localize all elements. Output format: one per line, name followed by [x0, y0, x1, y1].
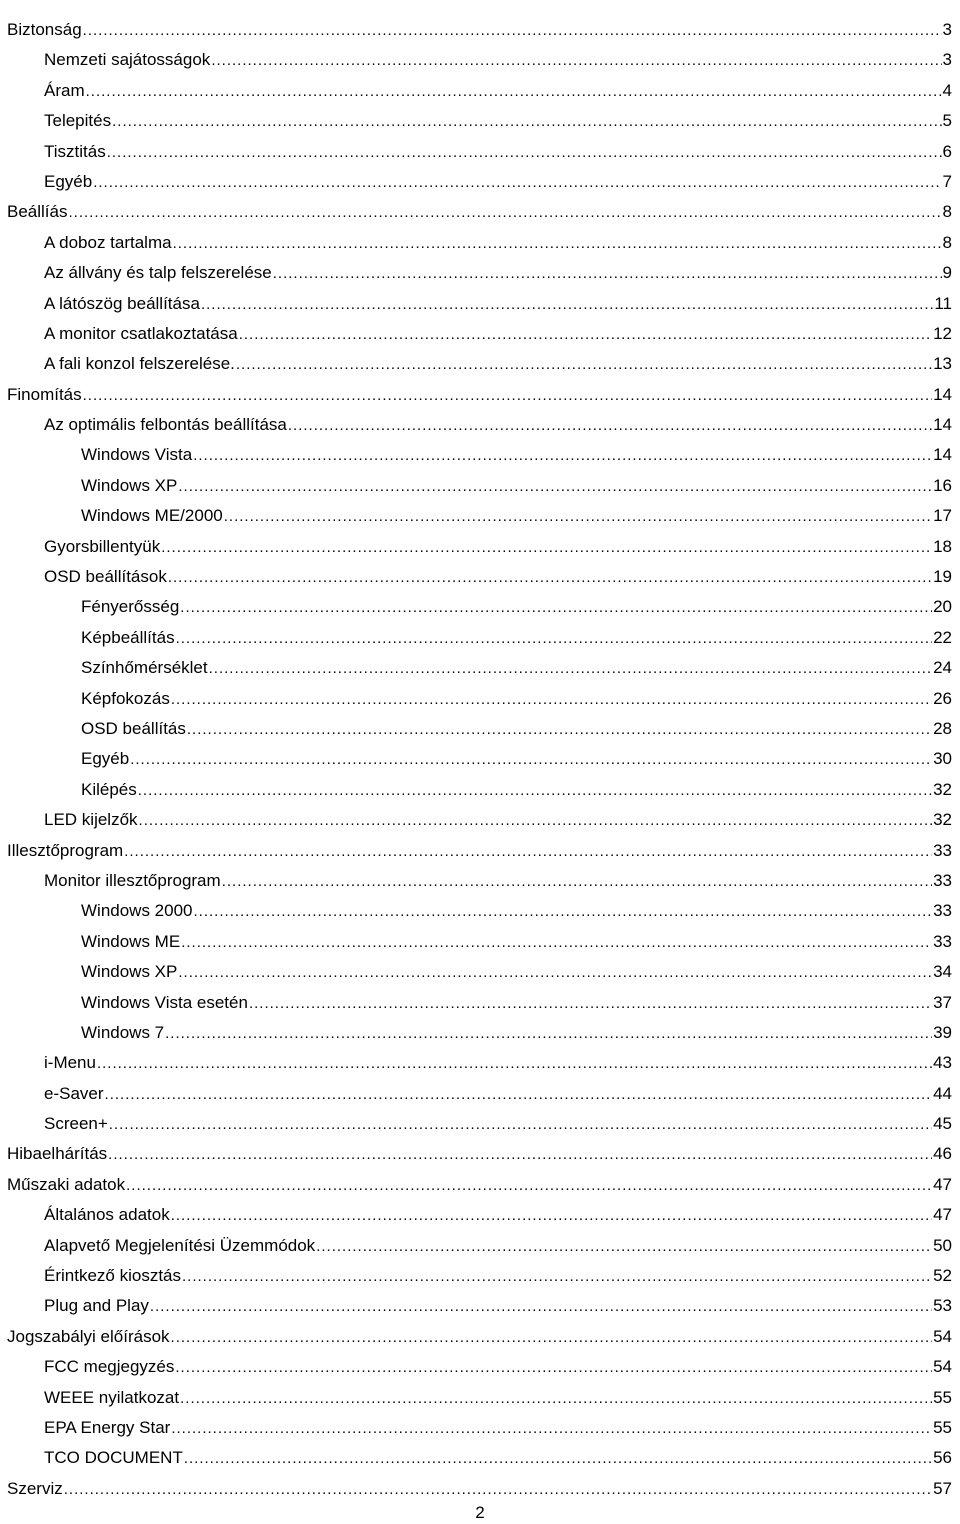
- toc-entry-title: Tisztitás: [44, 141, 106, 161]
- toc-entry-page: 12: [933, 323, 952, 343]
- toc-entry-title: Kilépés: [81, 779, 137, 799]
- toc-entry-title: Szerviz: [7, 1478, 63, 1498]
- toc-entry-title: Érintkező kiosztás: [44, 1266, 181, 1286]
- toc-dot-leader: [187, 715, 932, 745]
- toc-dot-leader: [161, 533, 932, 563]
- toc-entry-title: e-Saver: [44, 1083, 104, 1103]
- toc-entry[interactable]: [0, 744, 960, 774]
- toc-dot-leader: [211, 46, 941, 76]
- toc-entry[interactable]: [0, 866, 960, 896]
- toc-entry-page: 8: [942, 232, 952, 252]
- toc-entry-page: 43: [933, 1053, 952, 1073]
- toc-entry-title: Windows Vista esetén: [81, 992, 248, 1012]
- toc-entry-title: WEEE nyilatkozat: [44, 1387, 180, 1407]
- toc-dot-leader: [316, 1232, 932, 1262]
- toc-entry-page: 33: [933, 901, 952, 921]
- toc-entry[interactable]: [0, 532, 960, 562]
- toc-entry[interactable]: [0, 197, 960, 227]
- toc-dot-leader: [273, 259, 942, 289]
- toc-dot-leader: [178, 472, 932, 502]
- toc-entry[interactable]: [0, 957, 960, 987]
- toc-entry-page: 54: [933, 1357, 952, 1377]
- page-number: 2: [475, 1503, 485, 1522]
- toc-entry[interactable]: [0, 1474, 960, 1504]
- table-of-contents: [0, 15, 960, 1504]
- toc-entry-page: 7: [942, 171, 952, 191]
- toc-entry[interactable]: [0, 1443, 960, 1473]
- toc-entry-page: 47: [933, 1205, 952, 1225]
- toc-entry-title: A látószög beállítása: [44, 293, 200, 313]
- toc-entry-title: FCC megjegyzés: [44, 1357, 175, 1377]
- toc-entry-page: 44: [933, 1083, 952, 1103]
- toc-entry-title: Egyéb: [81, 749, 130, 769]
- toc-entry-title: Alapvető Megjelenítési Üzemmódok: [44, 1235, 316, 1255]
- toc-entry-title: Illesztőprogram: [7, 840, 124, 860]
- toc-entry-page: 53: [933, 1296, 952, 1316]
- toc-entry[interactable]: [0, 1352, 960, 1382]
- toc-entry-page: 17: [933, 506, 952, 526]
- toc-entry[interactable]: [0, 927, 960, 957]
- toc-entry-page: 54: [933, 1326, 952, 1346]
- toc-entry[interactable]: [0, 896, 960, 926]
- toc-entry-title: A monitor csatlakoztatása: [44, 323, 238, 343]
- toc-dot-leader: [178, 958, 932, 988]
- toc-entry-title: Telepités: [44, 111, 112, 131]
- toc-entry-page: 47: [933, 1174, 952, 1194]
- toc-entry-page: 55: [933, 1417, 952, 1437]
- toc-entry-title: Az állvány és talp felszerelése: [44, 263, 272, 283]
- toc-entry-title: Windows ME: [81, 931, 181, 951]
- toc-entry[interactable]: [0, 349, 960, 379]
- toc-entry[interactable]: [0, 76, 960, 106]
- toc-entry-title: A fali konzol felszerelése.: [44, 354, 235, 374]
- toc-entry-title: Windows XP: [81, 475, 178, 495]
- toc-dot-leader: [130, 745, 932, 775]
- toc-dot-leader: [124, 837, 932, 867]
- toc-entry-title: Színhőmérséklet: [81, 658, 208, 678]
- toc-entry-title: OSD beállítások: [44, 567, 167, 587]
- toc-dot-leader: [105, 1080, 933, 1110]
- toc-dot-leader: [171, 1323, 933, 1353]
- toc-entry-page: 5: [942, 111, 952, 131]
- toc-entry[interactable]: [0, 410, 960, 440]
- toc-entry[interactable]: [0, 1048, 960, 1078]
- toc-dot-leader: [97, 1049, 932, 1079]
- toc-dot-leader: [139, 806, 933, 836]
- toc-dot-leader: [288, 411, 932, 441]
- toc-entry-title: Áram: [44, 80, 85, 100]
- toc-entry-page: 32: [933, 779, 952, 799]
- toc-entry[interactable]: [0, 623, 960, 653]
- toc-dot-leader: [107, 138, 942, 168]
- toc-dot-leader: [68, 198, 941, 228]
- toc-entry-title: Képfokozás: [81, 688, 170, 708]
- toc-dot-leader: [150, 1292, 932, 1322]
- toc-dot-leader: [201, 290, 933, 320]
- toc-dot-leader: [171, 1414, 932, 1444]
- toc-entry-page: 22: [933, 627, 952, 647]
- toc-entry[interactable]: [0, 1383, 960, 1413]
- toc-entry[interactable]: [0, 805, 960, 835]
- toc-entry[interactable]: [0, 684, 960, 714]
- toc-entry[interactable]: [0, 1079, 960, 1109]
- toc-entry[interactable]: [0, 775, 960, 805]
- toc-entry-page: 3: [942, 50, 952, 70]
- toc-dot-leader: [126, 1171, 932, 1201]
- toc-entry-page: 33: [933, 870, 952, 890]
- toc-entry[interactable]: [0, 106, 960, 136]
- toc-entry[interactable]: [0, 1109, 960, 1139]
- toc-entry[interactable]: [0, 562, 960, 592]
- toc-dot-leader: [171, 1201, 932, 1231]
- toc-dot-leader: [222, 867, 932, 897]
- toc-entry-title: Nemzeti sajátosságok: [44, 50, 211, 70]
- toc-dot-leader: [180, 1384, 932, 1414]
- toc-entry-page: 33: [933, 840, 952, 860]
- toc-entry[interactable]: [0, 1322, 960, 1352]
- toc-entry-title: Windows Vista: [81, 445, 193, 465]
- toc-dot-leader: [224, 502, 932, 532]
- toc-entry[interactable]: [0, 1018, 960, 1048]
- toc-entry-page: 39: [933, 1022, 952, 1042]
- toc-entry-page: 18: [933, 536, 952, 556]
- toc-entry-page: 26: [933, 688, 952, 708]
- toc-entry-title: Egyéb: [44, 171, 93, 191]
- toc-dot-leader: [93, 168, 941, 198]
- toc-entry[interactable]: [0, 592, 960, 622]
- toc-entry-page: 56: [933, 1448, 952, 1468]
- toc-dot-leader: [209, 654, 932, 684]
- toc-dot-leader: [83, 16, 942, 46]
- toc-entry-title: TCO DOCUMENT: [44, 1448, 183, 1468]
- toc-dot-leader: [176, 624, 933, 654]
- toc-entry-title: Hibaelhárítás: [7, 1144, 108, 1164]
- toc-entry-title: Műszaki adatok: [7, 1174, 126, 1194]
- toc-entry-page: 57: [933, 1478, 952, 1498]
- toc-entry-page: 6: [942, 141, 952, 161]
- toc-entry[interactable]: [0, 1200, 960, 1230]
- toc-entry-title: Screen+: [44, 1114, 108, 1134]
- toc-dot-leader: [173, 229, 942, 259]
- toc-dot-leader: [83, 381, 932, 411]
- toc-dot-leader: [138, 776, 932, 806]
- toc-dot-leader: [175, 1353, 932, 1383]
- toc-dot-leader: [239, 320, 932, 350]
- toc-dot-leader: [109, 1110, 932, 1140]
- toc-entry[interactable]: [0, 45, 960, 75]
- toc-entry[interactable]: [0, 380, 960, 410]
- toc-entry-title: A doboz tartalma: [44, 232, 172, 252]
- toc-dot-leader: [181, 928, 932, 958]
- toc-entry-page: 20: [933, 597, 952, 617]
- toc-dot-leader: [182, 1262, 932, 1292]
- toc-entry-title: Windows ME/2000: [81, 506, 223, 526]
- toc-entry[interactable]: [0, 836, 960, 866]
- toc-entry-title: Gyorsbillentyük: [44, 536, 161, 556]
- toc-entry[interactable]: [0, 1170, 960, 1200]
- toc-entry-title: OSD beállítás: [81, 718, 186, 738]
- toc-entry-title: Képbeállítás: [81, 627, 175, 647]
- toc-entry-page: 14: [933, 415, 952, 435]
- toc-entry[interactable]: [0, 1261, 960, 1291]
- toc-entry[interactable]: [0, 440, 960, 470]
- toc-dot-leader: [184, 1444, 932, 1474]
- toc-entry[interactable]: [0, 167, 960, 197]
- toc-entry-title: Jogszabályi előírások: [7, 1326, 170, 1346]
- toc-entry-title: Plug and Play: [44, 1296, 149, 1316]
- toc-entry[interactable]: [0, 714, 960, 744]
- toc-entry-title: Windows XP: [81, 962, 178, 982]
- toc-entry-page: 33: [933, 931, 952, 951]
- toc-dot-leader: [236, 350, 932, 380]
- toc-entry-page: 4: [942, 80, 952, 100]
- toc-dot-leader: [165, 1019, 932, 1049]
- toc-dot-leader: [249, 989, 932, 1019]
- toc-entry-title: Beállíás: [7, 202, 68, 222]
- toc-dot-leader: [112, 107, 941, 137]
- toc-entry-title: Biztonság: [7, 20, 82, 39]
- toc-entry[interactable]: [0, 1139, 960, 1169]
- toc-dot-leader: [193, 441, 932, 471]
- toc-entry-page: 16: [933, 475, 952, 495]
- toc-entry-title: Windows 2000: [81, 901, 193, 921]
- toc-entry-title: EPA Energy Star: [44, 1417, 171, 1437]
- toc-entry-title: Az optimális felbontás beállítása: [44, 415, 287, 435]
- toc-entry-page: 55: [933, 1387, 952, 1407]
- toc-entry-page: 34: [933, 962, 952, 982]
- toc-entry-page: 32: [933, 810, 952, 830]
- toc-entry-page: 46: [933, 1144, 952, 1164]
- toc-dot-leader: [108, 1140, 932, 1170]
- toc-entry-title: Általános adatok: [44, 1205, 170, 1225]
- toc-entry-page: 52: [933, 1266, 952, 1286]
- toc-entry-page: 8: [942, 202, 952, 222]
- toc-dot-leader: [168, 563, 932, 593]
- toc-entry-page: 19: [933, 567, 952, 587]
- toc-entry-page: 11: [934, 293, 952, 313]
- toc-entry[interactable]: [0, 653, 960, 683]
- toc-dot-leader: [171, 685, 932, 715]
- toc-dot-leader: [64, 1475, 932, 1505]
- toc-entry[interactable]: [0, 988, 960, 1018]
- toc-entry-page: 3: [942, 20, 952, 39]
- toc-entry[interactable]: [0, 258, 960, 288]
- toc-dot-leader: [86, 77, 942, 107]
- toc-entry[interactable]: [0, 1291, 960, 1321]
- toc-entry-title: Finomítás: [7, 384, 82, 404]
- toc-entry-page: 9: [942, 263, 952, 283]
- toc-entry-title: LED kijelzők: [44, 810, 138, 830]
- toc-entry[interactable]: [0, 15, 960, 45]
- toc-entry[interactable]: [0, 501, 960, 531]
- toc-dot-leader: [180, 593, 932, 623]
- toc-entry-title: i-Menu: [44, 1053, 96, 1073]
- toc-entry[interactable]: [0, 1413, 960, 1443]
- toc-entry-page: 45: [933, 1114, 952, 1134]
- toc-entry[interactable]: [0, 471, 960, 501]
- toc-entry-page: 13: [933, 354, 952, 374]
- toc-entry-page: 37: [933, 992, 952, 1012]
- toc-entry-page: 24: [933, 658, 952, 678]
- toc-entry-title: Windows 7: [81, 1022, 165, 1042]
- toc-entry[interactable]: [0, 228, 960, 258]
- toc-entry[interactable]: [0, 319, 960, 349]
- toc-dot-leader: [194, 897, 933, 927]
- toc-entry-page: 14: [933, 445, 952, 465]
- toc-entry-page: 30: [933, 749, 952, 769]
- toc-entry-page: 50: [933, 1235, 952, 1255]
- toc-entry[interactable]: [0, 137, 960, 167]
- toc-entry-title: Fényerősség: [81, 597, 180, 617]
- toc-entry[interactable]: [0, 1231, 960, 1261]
- toc-entry-page: 14: [933, 384, 952, 404]
- toc-entry-title: Monitor illesztőprogram: [44, 870, 221, 890]
- toc-entry[interactable]: [0, 289, 960, 319]
- toc-entry-page: 28: [933, 718, 952, 738]
